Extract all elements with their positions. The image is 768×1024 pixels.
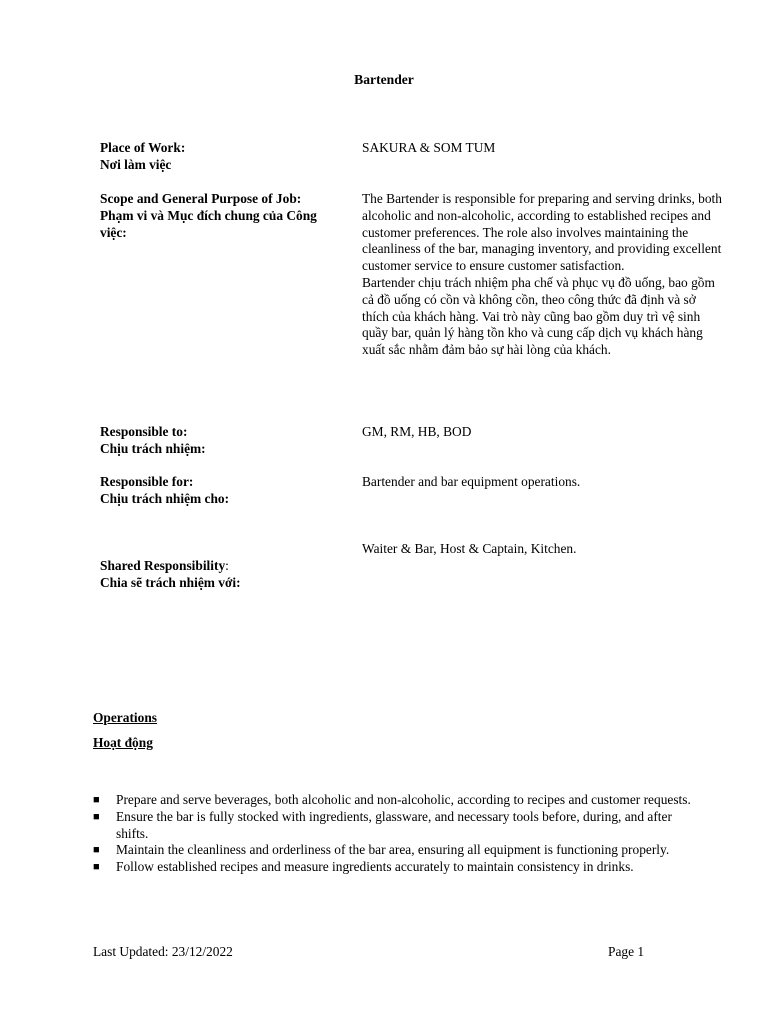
- footer-page-number: Page 1: [608, 944, 645, 959]
- label-en-text: Shared Responsibility: [100, 558, 226, 573]
- document-title: Bartender: [354, 72, 414, 87]
- list-item: [93, 859, 693, 876]
- bullet-square-icon: ■: [93, 794, 100, 806]
- scope-text-vi: Bartender chịu trách nhiệm pha chế và phục vụ đồ uống, bao gồm cả đồ uống có cồn và không cồn, theo công thức đã định và sở thích của khách hàng. Vai trò này cũng bao gồm duy trì vệ sinh quầy bar, quản lý hàng tồn kho và cung cấp dịch vụ khách hàng xuất sắc nhằm đảm bảo sự hài lòng của khách.: [362, 274, 715, 358]
- field-responsible-to-value: GM, RM, HB, BOD: [362, 424, 472, 439]
- list-item-text: Follow established recipes and measure ingredients accurately to maintain consistency in drinks.: [116, 859, 634, 875]
- list-item: [93, 809, 693, 843]
- field-responsible-for-value: Bartender and bar equipment operations.: [362, 474, 581, 489]
- label-vi: Chịu trách nhiệm:: [100, 440, 206, 456]
- field-shared-responsibility-label: [100, 558, 350, 592]
- field-shared-responsibility-value: Waiter & Bar, Host & Captain, Kitchen.: [362, 541, 577, 556]
- label-vi: Nơi làm việc: [100, 156, 172, 172]
- bullet-square-icon: ■: [93, 861, 100, 874]
- label-vi: Chịu trách nhiệm cho:: [100, 490, 230, 506]
- bullet-square-icon: ■: [93, 810, 100, 823]
- label-en: Responsible for:: [100, 474, 194, 489]
- footer-last-updated: Last Updated: 23/12/2022: [93, 944, 233, 959]
- operations-heading: Operations: [93, 710, 157, 725]
- bullet-square-icon: ■: [93, 844, 100, 857]
- operations-list: [93, 792, 693, 876]
- scope-text-en: The Bartender is responsible for preparing and serving drinks, both alcoholic and non-alcoholic, according to established recipes and customer preferences. The role also involves maintaining the cleanliness of the bar, managing inventory, and providing excellent customer service to ensure customer satisfaction.: [362, 191, 722, 274]
- list-item-text: Prepare and serve beverages, both alcoholic and non-alcoholic, according to recipes and customer requests.: [116, 792, 691, 807]
- list-item-text: Maintain the cleanliness and orderliness of the bar area, ensuring all equipment is functioning properly.: [116, 842, 670, 858]
- field-responsible-for-label: [100, 474, 350, 508]
- field-place-of-work-value: SAKURA & SOM TUM: [362, 140, 496, 155]
- field-responsible-to-label: [100, 424, 350, 458]
- label-en: Responsible to:: [100, 424, 188, 439]
- label-en: [100, 558, 350, 575]
- label-en: Place of Work:: [100, 140, 186, 155]
- field-scope-value: [362, 191, 724, 359]
- label-vi: Chia sẽ trách nhiệm với:: [100, 574, 241, 590]
- field-place-of-work-label: [100, 140, 350, 174]
- list-item: [93, 792, 693, 809]
- operations-heading-vi: Hoạt động: [93, 735, 153, 750]
- list-item: [93, 842, 693, 859]
- field-scope-label: [100, 191, 350, 241]
- list-item-text: Ensure the bar is fully stocked with ingredients, glassware, and necessary tools before, during, and after shifts.: [116, 808, 672, 841]
- label-en: Scope and General Purpose of Job:: [100, 191, 302, 206]
- label-vi: Phạm vi và Mục đích chung của Công việc:: [100, 207, 317, 240]
- label-en-colon: :: [225, 558, 229, 573]
